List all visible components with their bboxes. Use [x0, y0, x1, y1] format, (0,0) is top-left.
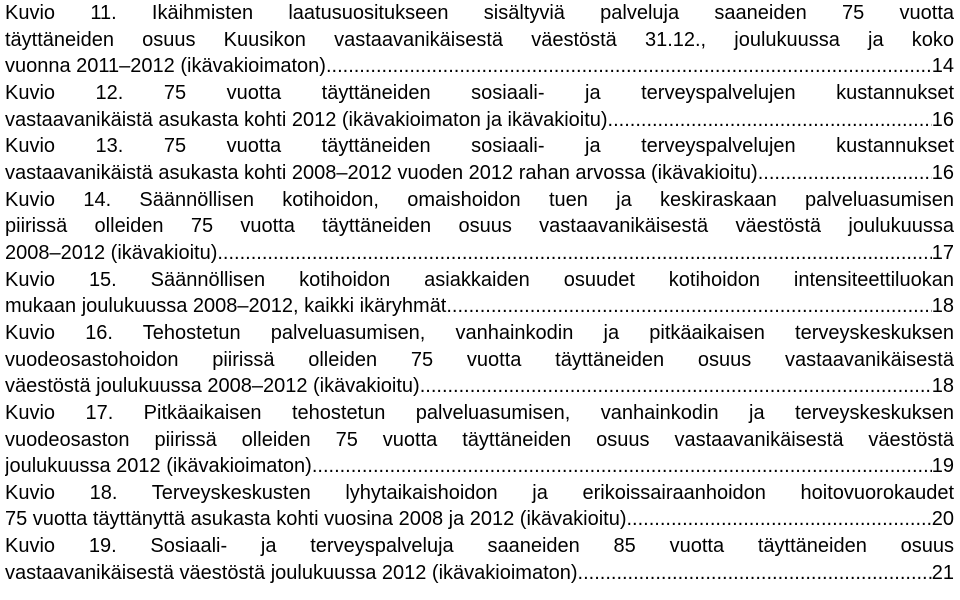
toc-entry[interactable] [5, 533, 954, 586]
toc-entry-final-line [5, 560, 954, 587]
page-number[interactable]: 16 [931, 108, 954, 131]
page-number[interactable]: 20 [931, 508, 954, 531]
toc-entry-line: Kuvio 12. 75 vuotta täyttäneiden sosiaali- ja terveyspalvelujen kustannukset [5, 81, 954, 104]
toc-entry[interactable] [5, 187, 954, 267]
toc-entry-line: vastaavanikäistä asukasta kohti 2008–2012 vuoden 2012 rahan arvossa (ikävakioitu) [5, 161, 758, 184]
toc-entry[interactable] [5, 80, 954, 133]
toc-entry-line: 75 vuotta täyttänyttä asukasta kohti vuosina 2008 ja 2012 (ikävakioitu) [5, 508, 627, 531]
dot-leader [578, 560, 932, 587]
toc-entry-line: Kuvio 11. Ikäihmisten laatusuositukseen sisältyviä palveluja saaneiden 75 vuotta [5, 2, 954, 24]
toc-entry-line: väestöstä joulukuussa 2008–2012 (ikävakioitu) [5, 375, 420, 398]
page-number[interactable]: 17 [931, 241, 954, 264]
toc-entry-final-line [5, 373, 954, 400]
dot-leader [326, 53, 932, 80]
toc-entry-line: Kuvio 15. Säännöllisen kotihoidon asiakkaiden osuudet kotihoidon intensiteettiluokan [5, 268, 954, 291]
toc-entry[interactable] [5, 480, 954, 533]
page-number[interactable]: 16 [931, 161, 954, 184]
toc-entry-line: Kuvio 19. Sosiaali- ja terveyspalveluja saaneiden 85 vuotta täyttäneiden osuus [5, 535, 954, 558]
toc-entry[interactable] [5, 0, 954, 80]
dot-leader [312, 453, 932, 480]
toc-entry-line: Kuvio 13. 75 vuotta täyttäneiden sosiaali- ja terveyspalvelujen kustannukset [5, 135, 954, 158]
toc-entry-line: Kuvio 18. Terveyskeskusten lyhytaikaishoidon ja erikoissairaanhoidon hoitovuorokaudet [5, 481, 954, 504]
toc-entry-final-line [5, 240, 954, 267]
toc-entry-line: Kuvio 16. Tehostetun palveluasumisen, vanhainkodin ja pitkäaikaisen terveyskeskuksen [5, 321, 954, 344]
toc-entry-final-line [5, 160, 954, 187]
toc-entry-line: täyttäneiden osuus Kuusikon vastaavanikäisestä väestöstä 31.12., joulukuussa ja koko [5, 28, 954, 51]
page-number[interactable]: 19 [931, 455, 954, 478]
page-number[interactable]: 21 [931, 561, 954, 584]
toc-entry-line: vuonna 2011–2012 (ikävakioimaton) [5, 55, 326, 78]
dot-leader [627, 506, 932, 533]
toc-entry-line: Kuvio 17. Pitkäaikaisen tehostetun palveluasumisen, vanhainkodin ja terveyskeskuksen [5, 401, 954, 424]
dot-leader [217, 240, 931, 267]
dot-leader [758, 160, 932, 187]
toc-entry-final-line [5, 453, 954, 480]
toc-entry-final-line [5, 293, 954, 320]
dot-leader [420, 373, 932, 400]
toc-entry-line: vastaavanikäistä asukasta kohti 2012 (ikävakioimaton ja ikävakioitu) [5, 108, 608, 131]
toc-entry-line: vuodeosaston piirissä olleiden 75 vuotta täyttäneiden osuus vastaavanikäisestä väestöstä [5, 428, 954, 451]
toc-entry[interactable] [5, 400, 954, 480]
toc-entry-line: vuodeosastohoidon piirissä olleiden 75 vuotta täyttäneiden osuus vastaavanikäisestä [5, 348, 954, 371]
toc-entry-line: 2008–2012 (ikävakioitu) [5, 241, 218, 264]
toc-entry-line: Kuvio 14. Säännöllisen kotihoidon, omaishoidon tuen ja keskiraskaan palveluasumisen [5, 188, 954, 211]
toc-entry-final-line [5, 53, 954, 80]
toc-entry-line: vastaavanikäisestä väestöstä joulukuussa 2012 (ikävakioimaton) [5, 561, 578, 584]
toc-entry-line: mukaan joulukuussa 2008–2012, kaikki ikäryhmät [5, 295, 447, 318]
page-number[interactable]: 18 [931, 375, 954, 398]
page-number[interactable]: 14 [931, 55, 954, 78]
page-number[interactable]: 18 [931, 295, 954, 318]
toc-entry-line: joulukuussa 2012 (ikävakioimaton) [5, 455, 312, 478]
toc-entry[interactable] [5, 320, 954, 400]
dot-leader [446, 293, 931, 320]
figure-list [5, 0, 954, 586]
toc-entry-line: piirissä olleiden 75 vuotta täyttäneiden osuus vastaavanikäisestä väestöstä joulukuussa [5, 215, 954, 238]
toc-entry[interactable] [5, 133, 954, 186]
dot-leader [608, 107, 932, 134]
toc-entry[interactable] [5, 267, 954, 320]
toc-entry-final-line [5, 107, 954, 134]
toc-entry-final-line [5, 506, 954, 533]
